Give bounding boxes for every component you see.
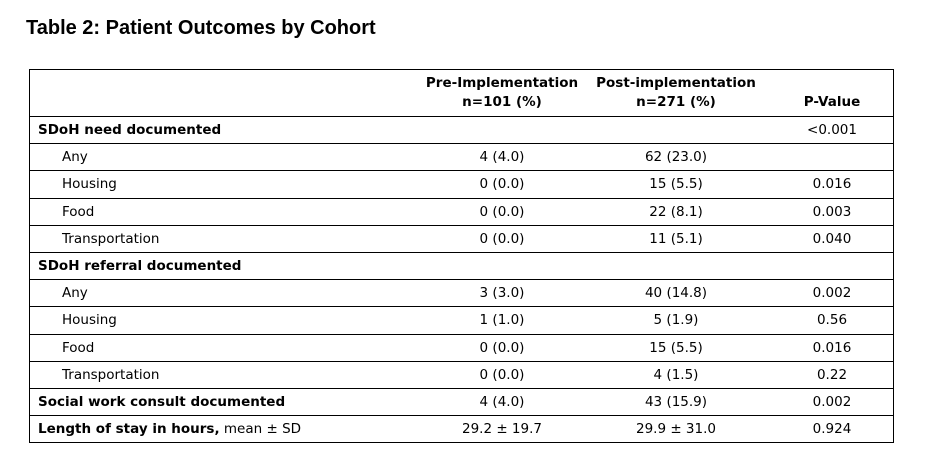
row-label: SDoH referral documented bbox=[38, 257, 242, 274]
pre-value: 0 (0.0) bbox=[479, 230, 525, 247]
row-label: Housing bbox=[62, 312, 117, 329]
pre-value: 0 (0.0) bbox=[479, 176, 525, 193]
table-title: Table 2: Patient Outcomes by Cohort bbox=[26, 17, 376, 39]
table-row bbox=[30, 117, 893, 144]
post-value: 5 (1.9) bbox=[653, 312, 699, 329]
p-value: 0.924 bbox=[812, 421, 852, 438]
post-value bbox=[592, 117, 760, 143]
post-value: 43 (15.9) bbox=[644, 393, 708, 410]
pre-value: 0 (0.0) bbox=[479, 203, 525, 220]
post-value: 29.9 ± 31.0 bbox=[635, 421, 716, 438]
post-value: 11 (5.1) bbox=[649, 230, 703, 247]
pvalue-header: P-Value bbox=[803, 94, 861, 110]
table-row bbox=[30, 335, 893, 362]
post-implementation-header bbox=[592, 74, 760, 112]
row-label-suffix: mean ± SD bbox=[219, 421, 302, 438]
row-label: Transportation bbox=[62, 230, 160, 247]
post-value: 40 (14.8) bbox=[644, 285, 708, 302]
row-label-main: Length of stay in hours, bbox=[38, 421, 220, 438]
pre-header-line1: Pre-Implementation bbox=[425, 75, 579, 91]
post-header-line2: n=271 (%) bbox=[636, 94, 716, 110]
post-value: 22 (8.1) bbox=[649, 203, 703, 220]
outcomes-table bbox=[29, 69, 894, 443]
pre-value: 4 (4.0) bbox=[479, 149, 525, 166]
pre-value: 0 (0.0) bbox=[479, 366, 525, 383]
row-label: Food bbox=[62, 203, 95, 220]
post-value: 15 (5.5) bbox=[649, 176, 703, 193]
pre-value bbox=[418, 117, 586, 143]
row-label bbox=[38, 416, 301, 442]
post-value: 62 (23.0) bbox=[644, 149, 708, 166]
row-label: Any bbox=[62, 149, 88, 166]
pre-implementation-header bbox=[418, 74, 586, 112]
p-value: 0.016 bbox=[812, 176, 852, 193]
table-row bbox=[30, 171, 893, 198]
p-value: <0.001 bbox=[807, 122, 857, 138]
row-label: Transportation bbox=[62, 366, 160, 383]
p-value: 0.22 bbox=[816, 366, 848, 383]
pre-value: 0 (0.0) bbox=[479, 339, 525, 356]
table-row bbox=[30, 144, 893, 171]
table-row bbox=[30, 199, 893, 226]
row-label: Food bbox=[62, 339, 95, 356]
p-value: 0.040 bbox=[812, 230, 852, 247]
table-row bbox=[30, 253, 893, 280]
pre-value: 4 (4.0) bbox=[479, 393, 525, 410]
pre-value bbox=[418, 253, 586, 279]
p-value: 0.002 bbox=[812, 285, 852, 302]
post-value: 4 (1.5) bbox=[653, 366, 699, 383]
pre-value: 3 (3.0) bbox=[479, 285, 525, 302]
pre-value: 1 (1.0) bbox=[479, 312, 525, 329]
table-row bbox=[30, 416, 893, 442]
table-header bbox=[30, 70, 893, 117]
p-value: 0.002 bbox=[812, 393, 852, 410]
table-row bbox=[30, 362, 893, 389]
p-value: 0.003 bbox=[812, 203, 852, 220]
row-label: SDoH need documented bbox=[38, 122, 222, 138]
post-value bbox=[592, 253, 760, 279]
post-header-line1: Post-implementation bbox=[596, 75, 756, 91]
pre-value: 29.2 ± 19.7 bbox=[461, 421, 542, 438]
table-row bbox=[30, 226, 893, 253]
row-label: Any bbox=[62, 285, 88, 302]
p-value bbox=[770, 253, 894, 279]
p-value: 0.016 bbox=[812, 339, 852, 356]
p-value: 0.56 bbox=[816, 312, 848, 329]
post-value: 15 (5.5) bbox=[649, 339, 703, 356]
pre-header-line2: n=101 (%) bbox=[462, 94, 542, 110]
table-row bbox=[30, 280, 893, 307]
row-label: Social work consult documented bbox=[38, 393, 286, 410]
p-value bbox=[770, 144, 894, 170]
table-row bbox=[30, 389, 893, 416]
row-label: Housing bbox=[62, 176, 117, 193]
table-row bbox=[30, 307, 893, 334]
